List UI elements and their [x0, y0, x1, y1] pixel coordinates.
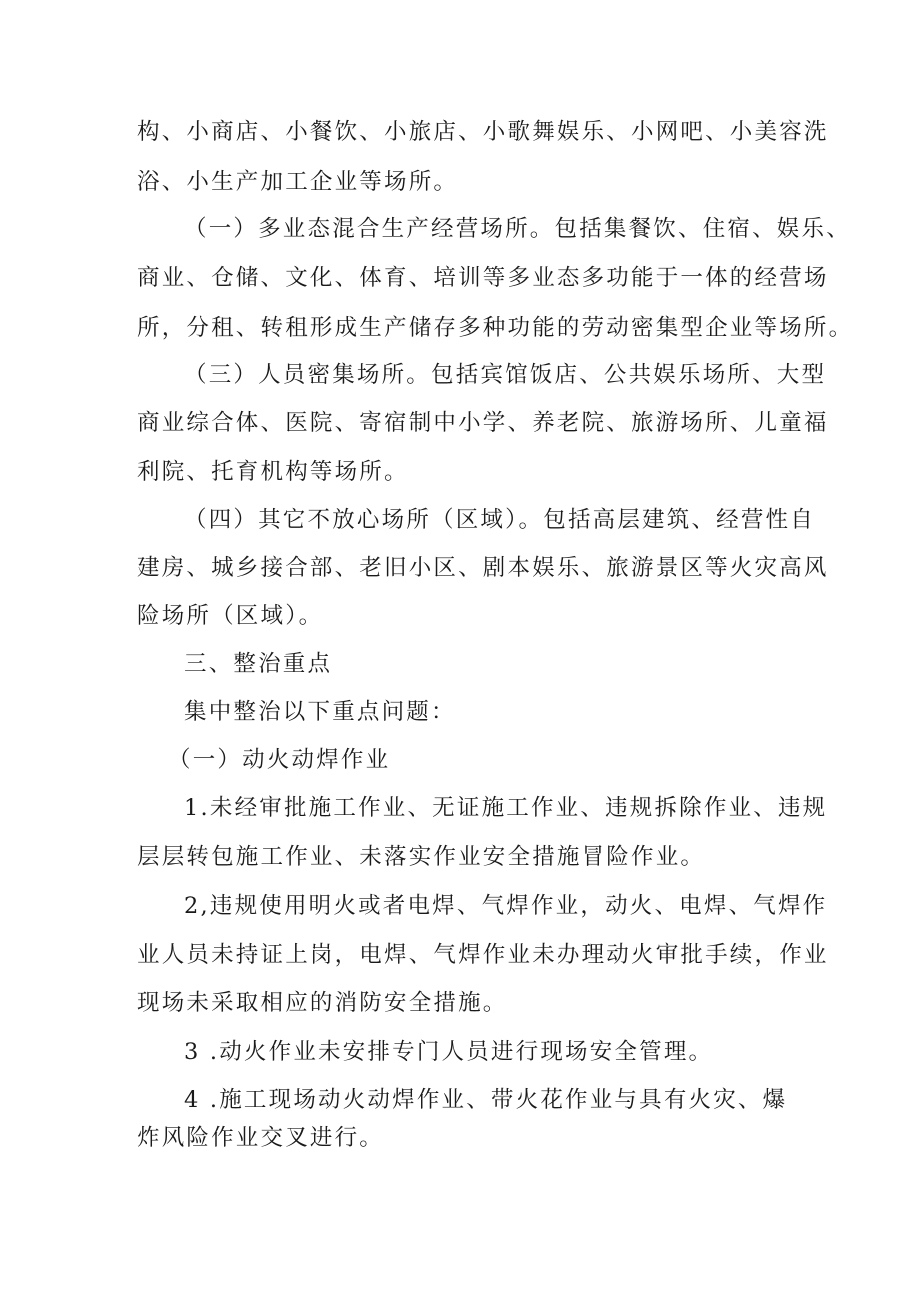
text-line-8: 利院、托育机构等场所。 — [137, 459, 409, 485]
text-line-22: 炸风险作业交叉进行。 — [137, 1125, 385, 1151]
section-heading: 三、整治重点 — [184, 651, 333, 677]
text-line-6: （三）人员密集场所。包括宾馆饭店、公共娱乐场所、大型 — [184, 362, 827, 388]
text-line-5: 所，分租、转租形成生产储存多种功能的劳动密集型企业等场所。 — [137, 315, 854, 341]
text-line-7: 商业综合体、医院、寄宿制中小学、养老院、旅游场所、儿童福 — [137, 410, 829, 436]
text-line-19: 现场未采取相应的消防安全措施。 — [137, 990, 508, 1016]
text-line-18: 业人员未持证上岗，电焊、气焊作业未办理动火审批手续，作业 — [137, 942, 829, 968]
text-line-15: 1.未经审批施工作业、无证施工作业、违规拆除作业、违规 — [184, 795, 828, 821]
text-line-10: 建房、城乡接合部、老旧小区、剧本娱乐、旅游景区等火灾高风 — [137, 555, 829, 581]
text-line-11: 险场所（区域）。 — [137, 603, 324, 629]
text-line-16: 层层转包施工作业、未落实作业安全措施冒险作业。 — [137, 844, 706, 870]
text-line-2: 浴、小生产加工企业等场所。 — [137, 169, 459, 195]
text-line-3: （一）多业态混合生产经营场所。包括集餐饮、住宿、娱乐、 — [184, 216, 851, 242]
text-line-17: 2,违规使用明火或者电焊、气焊作业，动火、电焊、气焊作 — [184, 893, 828, 919]
text-line-9: （四）其它不放心场所（区域）。包括高层建筑、经营性自 — [184, 507, 815, 533]
text-line-1: 构、小商店、小餐饮、小旅店、小歌舞娱乐、小网吧、小美容洗 — [137, 119, 829, 145]
text-line-4: 商业、仓储、文化、体育、培训等多业态多功能于一体的经营场 — [137, 265, 829, 291]
text-line-13: 集中整治以下重点问题： — [184, 699, 456, 725]
text-line-20: 3 .动火作业未安排专门人员进行现场安全管理。 — [184, 1039, 714, 1065]
text-line-21: 4 .施工现场动火动焊作业、带火花作业与具有火灾、爆 — [184, 1087, 788, 1113]
subsection-heading: （一）动火动焊作业 — [168, 747, 391, 773]
